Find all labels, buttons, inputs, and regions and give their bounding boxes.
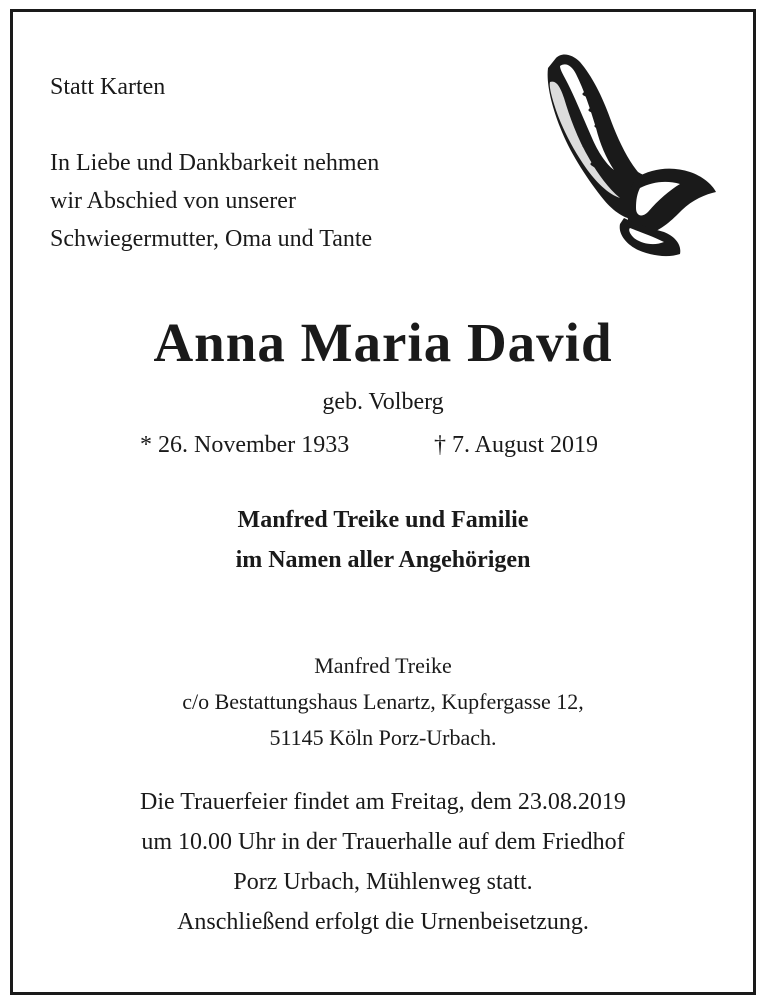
ceremony-line: Anschließend erfolgt die Urnenbeisetzung.	[177, 909, 589, 935]
death-date: † 7. August 2019	[434, 432, 599, 458]
praying-hands-icon	[540, 48, 718, 260]
maiden-name: geb. Volberg	[322, 389, 444, 415]
ceremony-info	[0, 782, 766, 942]
ceremony-line: Die Trauerfeier findet am Freitag, dem 23.08.2019	[140, 789, 626, 815]
family-line: Manfred Treike und Familie	[237, 507, 529, 533]
intro-line: In Liebe und Dankbarkeit nehmen	[50, 150, 380, 176]
address-line: 51145 Köln Porz-Urbach.	[269, 725, 497, 750]
ceremony-line: Porz Urbach, Mühlenweg statt.	[233, 869, 533, 895]
birth-date: * 26. November 1933	[140, 432, 350, 458]
intro-line: Schwiegermutter, Oma und Tante	[50, 226, 373, 252]
deceased-name: Anna Maria David	[153, 312, 613, 373]
family-signature	[0, 500, 766, 580]
statt-karten-label: Statt Karten	[50, 74, 166, 100]
address-line: c/o Bestattungshaus Lenartz, Kupfergasse 12,	[182, 689, 584, 714]
intro-line: wir Abschied von unserer	[50, 188, 296, 214]
ceremony-line: um 10.00 Uhr in der Trauerhalle auf dem Friedhof	[141, 829, 625, 855]
intro-text	[50, 144, 379, 258]
address-line: Manfred Treike	[314, 653, 452, 678]
contact-address	[0, 648, 766, 756]
family-line: im Namen aller Angehörigen	[235, 547, 531, 573]
